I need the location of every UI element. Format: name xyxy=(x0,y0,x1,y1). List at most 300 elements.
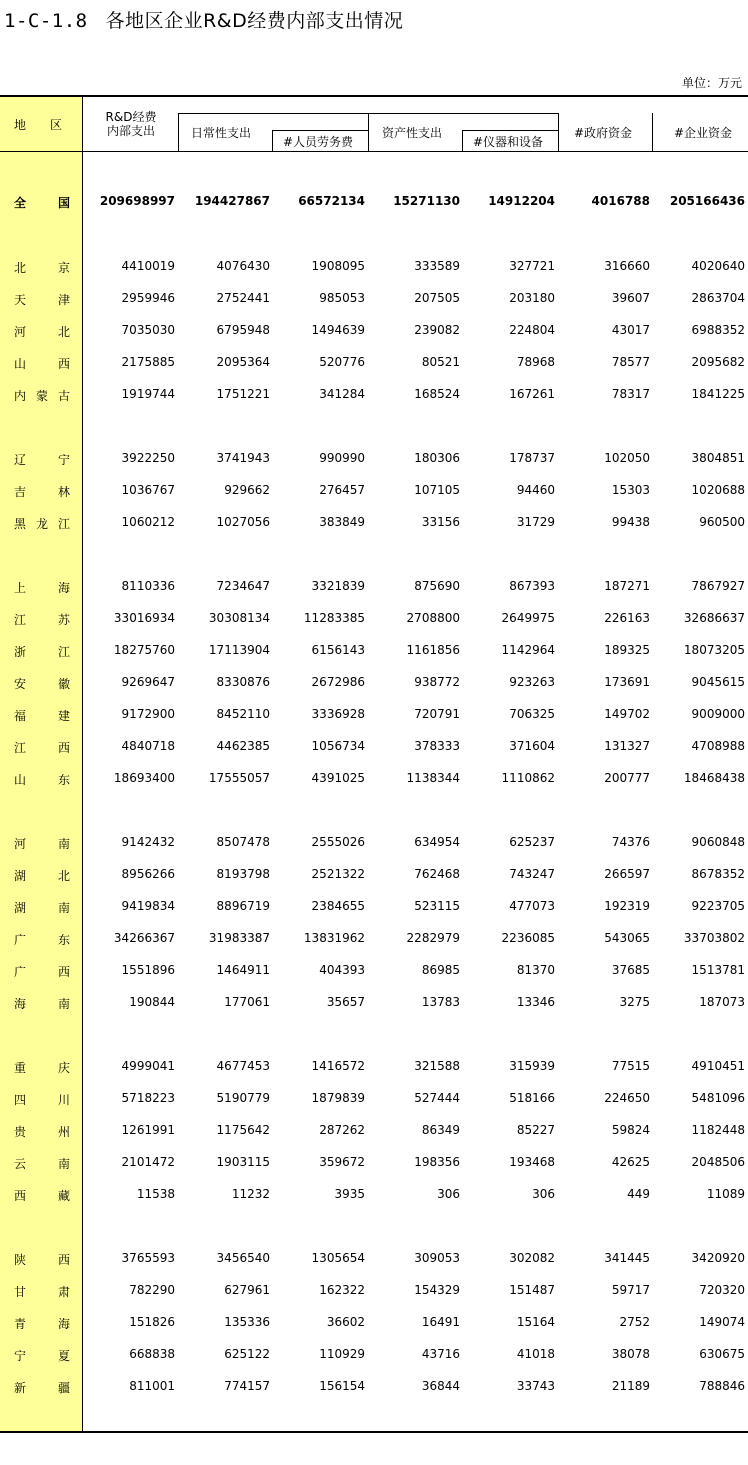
value-cell: 1464911 xyxy=(216,963,270,977)
value-cell: 37685 xyxy=(611,963,650,977)
value-cell: 173691 xyxy=(604,675,650,689)
value-cell: 3336928 xyxy=(311,707,365,721)
value-cell: 18275760 xyxy=(113,643,175,657)
value-cell: 151826 xyxy=(129,1315,175,1329)
value-cell: 2175885 xyxy=(121,355,175,369)
value-cell: 17113904 xyxy=(208,643,270,657)
table-row xyxy=(0,736,748,756)
region-name: 河 北 xyxy=(14,325,70,339)
value-cell: 41018 xyxy=(516,1347,555,1361)
table-row xyxy=(0,768,748,788)
value-cell: 266597 xyxy=(604,867,650,881)
value-cell: 782290 xyxy=(129,1283,175,1297)
value-cell: 33743 xyxy=(516,1379,555,1393)
header-rd-expenditure xyxy=(96,110,166,138)
value-cell: 7867927 xyxy=(691,579,745,593)
value-cell: 80521 xyxy=(421,355,460,369)
value-cell: 239082 xyxy=(414,323,460,337)
region-name: 北 京 xyxy=(14,261,70,275)
value-cell: 1056734 xyxy=(311,739,365,753)
value-cell: 224804 xyxy=(509,323,555,337)
region-name: 山 西 xyxy=(14,357,70,371)
header-divider xyxy=(178,113,179,152)
value-cell: 194427867 xyxy=(194,194,270,208)
region-name: 黑 龙 江 xyxy=(14,517,70,531)
region-name: 上 海 xyxy=(14,581,70,595)
value-cell: 6988352 xyxy=(691,323,745,337)
value-cell: 9142432 xyxy=(121,835,175,849)
value-cell: 13831962 xyxy=(303,931,365,945)
table-row xyxy=(0,512,748,532)
value-cell: 18468438 xyxy=(683,771,745,785)
value-cell: 1138344 xyxy=(406,771,460,785)
value-cell: 625122 xyxy=(224,1347,270,1361)
table-row xyxy=(0,928,748,948)
unit-label: 单位：万元 xyxy=(681,76,742,90)
table-row xyxy=(0,480,748,500)
value-cell: 1494639 xyxy=(311,323,365,337)
value-cell: 102050 xyxy=(604,451,650,465)
value-cell: 327721 xyxy=(509,259,555,273)
value-cell: 306 xyxy=(532,1187,555,1201)
table-row xyxy=(0,1344,748,1364)
value-cell: 15271130 xyxy=(393,194,460,208)
value-cell: 36602 xyxy=(326,1315,365,1329)
value-cell: 189325 xyxy=(604,643,650,657)
value-cell: 287262 xyxy=(319,1123,365,1137)
value-cell: 11089 xyxy=(706,1187,745,1201)
value-cell: 383849 xyxy=(319,515,365,529)
table-row xyxy=(0,960,748,980)
value-cell: 190844 xyxy=(129,995,175,1009)
value-cell: 43017 xyxy=(611,323,650,337)
value-cell: 14912204 xyxy=(488,194,555,208)
region-name: 湖 南 xyxy=(14,901,70,915)
value-cell: 2236085 xyxy=(501,931,555,945)
value-cell: 16491 xyxy=(421,1315,460,1329)
header-divider xyxy=(272,130,273,152)
value-cell: 86985 xyxy=(421,963,460,977)
value-cell: 315939 xyxy=(509,1059,555,1073)
value-cell: 17555057 xyxy=(208,771,270,785)
value-cell: 2649975 xyxy=(501,611,555,625)
value-cell: 15164 xyxy=(516,1315,555,1329)
table-title: 各地区企业R&D经费内部支出情况 xyxy=(105,10,404,32)
value-cell: 3741943 xyxy=(216,451,270,465)
table-row xyxy=(0,1280,748,1300)
value-cell: 518166 xyxy=(509,1091,555,1105)
value-cell: 31983387 xyxy=(208,931,270,945)
value-cell: 9060848 xyxy=(691,835,745,849)
value-cell: 149074 xyxy=(699,1315,745,1329)
value-cell: 634954 xyxy=(414,835,460,849)
value-cell: 85227 xyxy=(516,1123,555,1137)
value-cell: 523115 xyxy=(414,899,460,913)
value-cell: 135336 xyxy=(224,1315,270,1329)
value-cell: 333589 xyxy=(414,259,460,273)
value-cell: 9045615 xyxy=(691,675,745,689)
value-cell: 2708800 xyxy=(406,611,460,625)
value-cell: 131327 xyxy=(604,739,650,753)
header-bottom-rule xyxy=(0,151,748,152)
value-cell: 78577 xyxy=(611,355,650,369)
value-cell: 168524 xyxy=(414,387,460,401)
value-cell: 625237 xyxy=(509,835,555,849)
value-cell: 8956266 xyxy=(121,867,175,881)
table-bottom-rule xyxy=(0,1431,748,1433)
value-cell: 1182448 xyxy=(691,1123,745,1137)
value-cell: 867393 xyxy=(509,579,555,593)
value-cell: 107105 xyxy=(414,483,460,497)
value-cell: 1513781 xyxy=(691,963,745,977)
value-cell: 1142964 xyxy=(501,643,555,657)
value-cell: 13346 xyxy=(516,995,555,1009)
value-cell: 321588 xyxy=(414,1059,460,1073)
value-cell: 774157 xyxy=(224,1379,270,1393)
value-cell: 2095364 xyxy=(216,355,270,369)
value-cell: 627961 xyxy=(224,1283,270,1297)
value-cell: 9223705 xyxy=(691,899,745,913)
value-cell: 706325 xyxy=(509,707,555,721)
value-cell: 13783 xyxy=(421,995,460,1009)
header-government: #政府资金 xyxy=(574,126,633,140)
value-cell: 4910451 xyxy=(691,1059,745,1073)
value-cell: 38078 xyxy=(611,1347,650,1361)
region-name: 重 庆 xyxy=(14,1061,70,1075)
value-cell: 720320 xyxy=(699,1283,745,1297)
value-cell: 8678352 xyxy=(691,867,745,881)
value-cell: 1416572 xyxy=(311,1059,365,1073)
table-row xyxy=(0,1312,748,1332)
value-cell: 4410019 xyxy=(121,259,175,273)
value-cell: 9009000 xyxy=(691,707,745,721)
value-cell: 198356 xyxy=(414,1155,460,1169)
value-cell: 5190779 xyxy=(216,1091,270,1105)
value-cell: 1551896 xyxy=(121,963,175,977)
region-name: 山 东 xyxy=(14,773,70,787)
value-cell: 77515 xyxy=(611,1059,650,1073)
value-cell: 43716 xyxy=(421,1347,460,1361)
value-cell: 668838 xyxy=(129,1347,175,1361)
value-cell: 6795948 xyxy=(216,323,270,337)
value-cell: 66572134 xyxy=(298,194,365,208)
region-name: 贵 州 xyxy=(14,1125,70,1139)
value-cell: 2282979 xyxy=(406,931,460,945)
value-cell: 1027056 xyxy=(216,515,270,529)
value-cell: 200777 xyxy=(604,771,650,785)
table-top-rule xyxy=(0,95,748,97)
value-cell: 929662 xyxy=(224,483,270,497)
value-cell: 743247 xyxy=(509,867,555,881)
value-cell: 99438 xyxy=(611,515,650,529)
value-cell: 371604 xyxy=(509,739,555,753)
value-cell: 527444 xyxy=(414,1091,460,1105)
value-cell: 78317 xyxy=(611,387,650,401)
value-cell: 3275 xyxy=(619,995,650,1009)
value-cell: 8193798 xyxy=(216,867,270,881)
value-cell: 30308134 xyxy=(208,611,270,625)
value-cell: 162322 xyxy=(319,1283,365,1297)
header-personnel: #人员劳务费 xyxy=(283,135,354,149)
value-cell: 31729 xyxy=(516,515,555,529)
table-row xyxy=(0,576,748,596)
value-cell: 151487 xyxy=(509,1283,555,1297)
value-cell: 7234647 xyxy=(216,579,270,593)
value-cell: 35657 xyxy=(326,995,365,1009)
header-asset: 资产性支出 xyxy=(382,126,443,140)
value-cell: 3804851 xyxy=(691,451,745,465)
table-row xyxy=(0,896,748,916)
table-row xyxy=(0,1088,748,1108)
value-cell: 477073 xyxy=(509,899,555,913)
value-cell: 74376 xyxy=(611,835,650,849)
value-cell: 2384655 xyxy=(311,899,365,913)
value-cell: 36844 xyxy=(421,1379,460,1393)
value-cell: 81370 xyxy=(516,963,555,977)
region-name: 甘 肃 xyxy=(14,1285,70,1299)
value-cell: 33703802 xyxy=(683,931,745,945)
value-cell: 9172900 xyxy=(121,707,175,721)
value-cell: 5718223 xyxy=(121,1091,175,1105)
header-rd-line2: 内部支出 xyxy=(106,124,155,138)
value-cell: 359672 xyxy=(319,1155,365,1169)
value-cell: 205166436 xyxy=(669,194,745,208)
value-cell: 8507478 xyxy=(216,835,270,849)
value-cell: 34266367 xyxy=(113,931,175,945)
value-cell: 306 xyxy=(437,1187,460,1201)
region-name: 全 国 xyxy=(14,196,70,210)
value-cell: 1261991 xyxy=(121,1123,175,1137)
table-row xyxy=(0,672,748,692)
region-name: 新 疆 xyxy=(14,1381,70,1395)
value-cell: 4020640 xyxy=(691,259,745,273)
value-cell: 5481096 xyxy=(691,1091,745,1105)
table-row xyxy=(0,1120,748,1140)
value-cell: 21189 xyxy=(611,1379,650,1393)
value-cell: 11283385 xyxy=(303,611,365,625)
value-cell: 985053 xyxy=(319,291,365,305)
table-row xyxy=(0,384,748,404)
value-cell: 990990 xyxy=(319,451,365,465)
value-cell: 192319 xyxy=(604,899,650,913)
value-cell: 811001 xyxy=(129,1379,175,1393)
value-cell: 3765593 xyxy=(121,1251,175,1265)
value-cell: 167261 xyxy=(509,387,555,401)
region-name: 内 蒙 古 xyxy=(14,389,70,403)
value-cell: 203180 xyxy=(509,291,555,305)
value-cell: 4999041 xyxy=(121,1059,175,1073)
value-cell: 9269647 xyxy=(121,675,175,689)
region-name: 陕 西 xyxy=(14,1253,70,1267)
value-cell: 2959946 xyxy=(121,291,175,305)
region-name: 江 苏 xyxy=(14,613,70,627)
table-row xyxy=(0,288,748,308)
value-cell: 7035030 xyxy=(121,323,175,337)
value-cell: 4016788 xyxy=(591,194,650,208)
header-region: 地 区 xyxy=(14,118,63,132)
value-cell: 302082 xyxy=(509,1251,555,1265)
table-code: 1-C-1.8 xyxy=(4,10,88,32)
value-cell: 2672986 xyxy=(311,675,365,689)
value-cell: 720791 xyxy=(414,707,460,721)
value-cell: 33016934 xyxy=(113,611,175,625)
value-cell: 2752441 xyxy=(216,291,270,305)
region-name: 云 南 xyxy=(14,1157,70,1171)
region-name: 河 南 xyxy=(14,837,70,851)
value-cell: 4391025 xyxy=(311,771,365,785)
value-cell: 2555026 xyxy=(311,835,365,849)
region-name: 辽 宁 xyxy=(14,453,70,467)
value-cell: 224650 xyxy=(604,1091,650,1105)
value-cell: 1060212 xyxy=(121,515,175,529)
table-row xyxy=(0,256,748,276)
value-cell: 404393 xyxy=(319,963,365,977)
value-cell: 960500 xyxy=(699,515,745,529)
value-cell: 1879839 xyxy=(311,1091,365,1105)
value-cell: 3456540 xyxy=(216,1251,270,1265)
header-equipment: #仪器和设备 xyxy=(473,135,544,149)
region-name: 吉 林 xyxy=(14,485,70,499)
value-cell: 1161856 xyxy=(406,643,460,657)
value-cell: 4076430 xyxy=(216,259,270,273)
value-cell: 378333 xyxy=(414,739,460,753)
value-cell: 8330876 xyxy=(216,675,270,689)
value-cell: 226163 xyxy=(604,611,650,625)
value-cell: 18073205 xyxy=(683,643,745,657)
value-cell: 923263 xyxy=(509,675,555,689)
value-cell: 341284 xyxy=(319,387,365,401)
region-name: 江 西 xyxy=(14,741,70,755)
value-cell: 207505 xyxy=(414,291,460,305)
table-row xyxy=(0,704,748,724)
value-cell: 630675 xyxy=(699,1347,745,1361)
region-name: 四 川 xyxy=(14,1093,70,1107)
value-cell: 1903115 xyxy=(216,1155,270,1169)
value-cell: 2048506 xyxy=(691,1155,745,1169)
value-cell: 39607 xyxy=(611,291,650,305)
region-name: 宁 夏 xyxy=(14,1349,70,1363)
value-cell: 1751221 xyxy=(216,387,270,401)
value-cell: 180306 xyxy=(414,451,460,465)
table-row xyxy=(0,448,748,468)
value-cell: 316660 xyxy=(604,259,650,273)
region-name: 广 西 xyxy=(14,965,70,979)
value-cell: 193468 xyxy=(509,1155,555,1169)
value-cell: 4840718 xyxy=(121,739,175,753)
value-cell: 177061 xyxy=(224,995,270,1009)
region-name: 海 南 xyxy=(14,997,70,1011)
header-rd-line1: R&D经费 xyxy=(105,110,157,124)
region-name: 湖 北 xyxy=(14,869,70,883)
value-cell: 4677453 xyxy=(216,1059,270,1073)
value-cell: 520776 xyxy=(319,355,365,369)
value-cell: 2101472 xyxy=(121,1155,175,1169)
value-cell: 32686637 xyxy=(683,611,745,625)
header-enterprise: #企业资金 xyxy=(674,126,733,140)
value-cell: 3935 xyxy=(334,1187,365,1201)
region-name: 福 建 xyxy=(14,709,70,723)
value-cell: 1841225 xyxy=(691,387,745,401)
value-cell: 2095682 xyxy=(691,355,745,369)
header-routine: 日常性支出 xyxy=(191,126,252,140)
header-divider xyxy=(558,113,559,152)
region-name: 青 海 xyxy=(14,1317,70,1331)
table-row xyxy=(0,1184,748,1204)
table-row xyxy=(0,1376,748,1396)
value-cell: 59717 xyxy=(611,1283,650,1297)
value-cell: 8452110 xyxy=(216,707,270,721)
equipment-box-top xyxy=(462,130,558,131)
total-row xyxy=(0,191,748,211)
value-cell: 3420920 xyxy=(691,1251,745,1265)
value-cell: 78968 xyxy=(516,355,555,369)
value-cell: 788846 xyxy=(699,1379,745,1393)
value-cell: 209698997 xyxy=(99,194,175,208)
value-cell: 1110862 xyxy=(501,771,555,785)
value-cell: 8896719 xyxy=(216,899,270,913)
header-divider xyxy=(652,113,653,152)
value-cell: 875690 xyxy=(414,579,460,593)
table-row xyxy=(0,608,748,628)
value-cell: 187271 xyxy=(604,579,650,593)
value-cell: 11232 xyxy=(231,1187,270,1201)
value-cell: 15303 xyxy=(611,483,650,497)
header-divider xyxy=(462,130,463,152)
page-title xyxy=(4,6,403,33)
region-name: 西 藏 xyxy=(14,1189,70,1203)
value-cell: 178737 xyxy=(509,451,555,465)
region-name: 浙 江 xyxy=(14,645,70,659)
value-cell: 4462385 xyxy=(216,739,270,753)
value-cell: 6156143 xyxy=(311,643,365,657)
value-cell: 2521322 xyxy=(311,867,365,881)
region-name: 天 津 xyxy=(14,293,70,307)
value-cell: 1020688 xyxy=(691,483,745,497)
personnel-box-top xyxy=(272,130,368,131)
value-cell: 1919744 xyxy=(121,387,175,401)
table-row xyxy=(0,320,748,340)
value-cell: 18693400 xyxy=(113,771,175,785)
value-cell: 3321839 xyxy=(311,579,365,593)
region-name: 广 东 xyxy=(14,933,70,947)
value-cell: 2752 xyxy=(619,1315,650,1329)
value-cell: 42625 xyxy=(611,1155,650,1169)
table-row xyxy=(0,864,748,884)
value-cell: 86349 xyxy=(421,1123,460,1137)
value-cell: 59824 xyxy=(611,1123,650,1137)
table-row xyxy=(0,640,748,660)
value-cell: 1908095 xyxy=(311,259,365,273)
routine-subheader-rule xyxy=(178,113,368,114)
value-cell: 33156 xyxy=(421,515,460,529)
value-cell: 309053 xyxy=(414,1251,460,1265)
value-cell: 276457 xyxy=(319,483,365,497)
value-cell: 1175642 xyxy=(216,1123,270,1137)
value-cell: 2863704 xyxy=(691,291,745,305)
value-cell: 94460 xyxy=(516,483,555,497)
value-cell: 449 xyxy=(627,1187,650,1201)
table-row xyxy=(0,1248,748,1268)
region-name: 安 徽 xyxy=(14,677,70,691)
value-cell: 341445 xyxy=(604,1251,650,1265)
value-cell: 4708988 xyxy=(691,739,745,753)
value-cell: 1036767 xyxy=(121,483,175,497)
value-cell: 8110336 xyxy=(121,579,175,593)
table-row xyxy=(0,352,748,372)
value-cell: 938772 xyxy=(414,675,460,689)
value-cell: 543065 xyxy=(604,931,650,945)
value-cell: 156154 xyxy=(319,1379,365,1393)
